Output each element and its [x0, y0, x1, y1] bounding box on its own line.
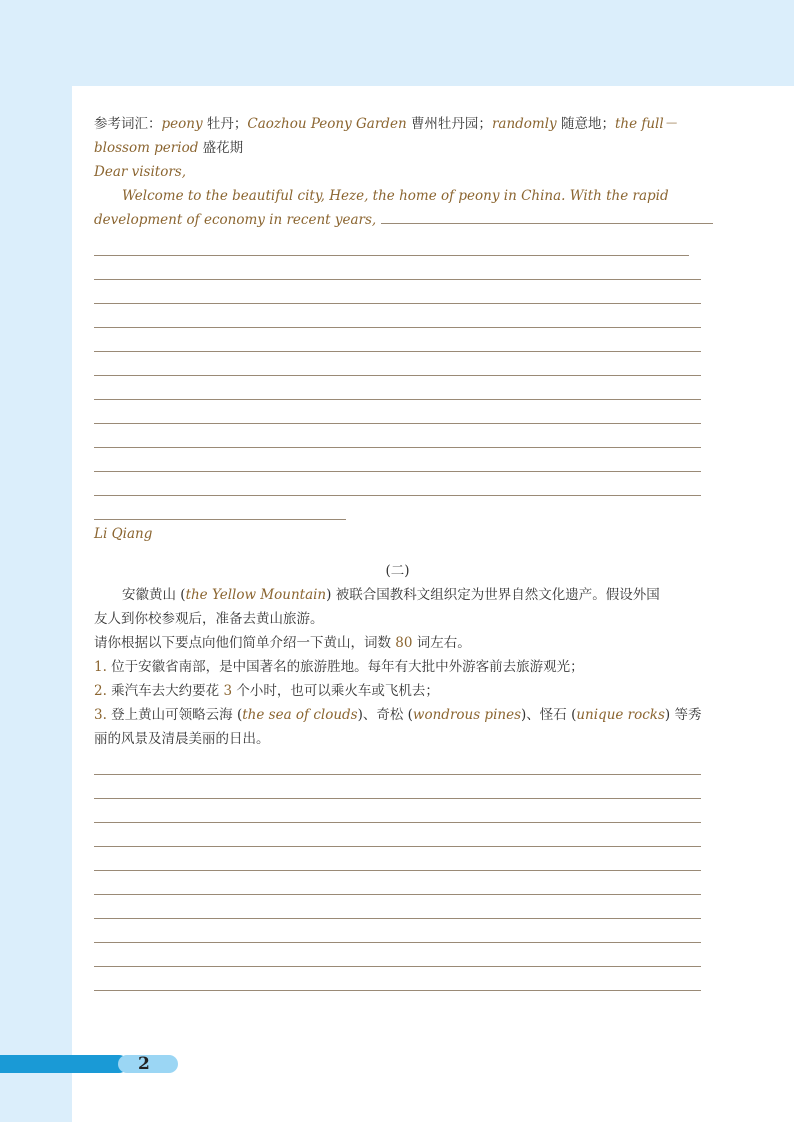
prompt-text: 位于安徽省南部，是中国著名的旅游胜地。每年有大批中外游客前去旅游观光； — [106, 659, 584, 675]
prompt-text: )、怪石 ( — [521, 707, 577, 723]
letter-greeting: Dear visitors, — [94, 164, 187, 180]
prompt-english-term: the Yellow Mountain — [185, 587, 327, 603]
writing-line[interactable] — [94, 286, 701, 304]
writing-area-2[interactable] — [94, 757, 701, 991]
writing-area-1[interactable] — [94, 238, 701, 520]
prompt-task — [94, 631, 701, 655]
vocab-line-2 — [94, 136, 701, 160]
writing-line[interactable] — [94, 901, 701, 919]
vocab-label: 参考词汇： — [94, 116, 162, 132]
writing-line[interactable] — [94, 478, 701, 496]
vocab-term: Caozhou Peony Garden — [247, 116, 407, 132]
vocab-term: the full－ — [614, 116, 678, 132]
page-content — [94, 112, 701, 991]
prompt-intro-line-2: 友人到你校参观后，准备去黄山旅游。 — [94, 611, 324, 627]
writing-line[interactable] — [94, 262, 701, 280]
prompt-text: ) 被联合国教科文组织定为世界自然文化遗产。假设外国 — [326, 587, 660, 603]
prompt-text: 请你根据以下要点向他们简单介绍一下黄山，词数 — [94, 635, 396, 651]
writing-line[interactable] — [94, 949, 701, 967]
vocab-gloss: 曹州牡丹园； — [410, 116, 492, 132]
left-margin-band — [0, 0, 72, 1122]
prompt-point-2 — [94, 679, 701, 703]
letter-body-line-1: Welcome to the beautiful city, Heze, the home of peony in China. With the rapid — [122, 188, 669, 204]
hours-value: 3 — [223, 683, 233, 699]
writing-line[interactable] — [94, 829, 701, 847]
writing-line[interactable] — [94, 454, 701, 472]
point-number: 2. — [94, 683, 107, 699]
point-number: 1. — [94, 659, 107, 675]
prompt-text: 乘汽车去大约要花 — [106, 683, 224, 699]
writing-line[interactable] — [94, 334, 701, 352]
prompt-text: 登上黄山可领略云海 ( — [106, 707, 243, 723]
writing-line[interactable] — [94, 382, 701, 400]
prompt-english-term: the sea of clouds — [242, 707, 358, 723]
prompt-text: 安徽黄山 ( — [122, 587, 186, 603]
prompt-point-3 — [94, 703, 701, 727]
writing-line[interactable] — [94, 757, 701, 775]
prompt-point-1 — [94, 655, 701, 679]
writing-line[interactable] — [94, 853, 701, 871]
vocab-line-1 — [94, 112, 701, 136]
prompt-text: 词左右。 — [412, 635, 471, 651]
word-count: 80 — [395, 635, 413, 651]
letter-body-line-2 — [94, 208, 701, 232]
writing-line[interactable] — [94, 973, 701, 991]
writing-blank[interactable] — [381, 209, 713, 224]
writing-line[interactable] — [94, 502, 346, 520]
writing-line[interactable] — [94, 310, 701, 328]
vocab-term: peony — [161, 116, 203, 132]
letter-body-text: development of economy in recent years, — [94, 212, 377, 228]
page-bar-dark — [0, 1055, 128, 1073]
vocab-term: randomly — [491, 116, 557, 132]
writing-line[interactable] — [94, 781, 701, 799]
section-number: (二) — [385, 563, 410, 579]
prompt-english-term: wondrous pines — [412, 707, 522, 723]
writing-line[interactable] — [94, 925, 701, 943]
writing-line[interactable] — [94, 805, 701, 823]
prompt-text: 个小时，也可以乘火车或飞机去； — [232, 683, 439, 699]
letter-signature: Li Qiang — [94, 526, 153, 542]
writing-line[interactable] — [94, 406, 701, 424]
vocab-gloss: 盛花期 — [202, 140, 244, 156]
vocab-gloss: 随意地； — [560, 116, 615, 132]
point-number: 3. — [94, 707, 107, 723]
vocab-gloss: 牡丹； — [206, 116, 248, 132]
writing-line[interactable] — [94, 238, 689, 256]
header-band — [0, 0, 794, 86]
vocab-term: blossom period — [94, 140, 199, 156]
prompt-point-3-cont: 丽的风景及清晨美丽的日出。 — [94, 731, 270, 747]
prompt-text: )、奇松 ( — [357, 707, 413, 723]
prompt-english-term: unique rocks — [576, 707, 665, 723]
prompt-intro-line-1 — [94, 583, 701, 607]
writing-line[interactable] — [94, 877, 701, 895]
page-number-bar — [0, 1053, 178, 1075]
writing-line[interactable] — [94, 358, 701, 376]
page-number: 2 — [138, 1054, 150, 1074]
prompt-text: ) 等秀 — [664, 707, 702, 723]
writing-line[interactable] — [94, 430, 701, 448]
